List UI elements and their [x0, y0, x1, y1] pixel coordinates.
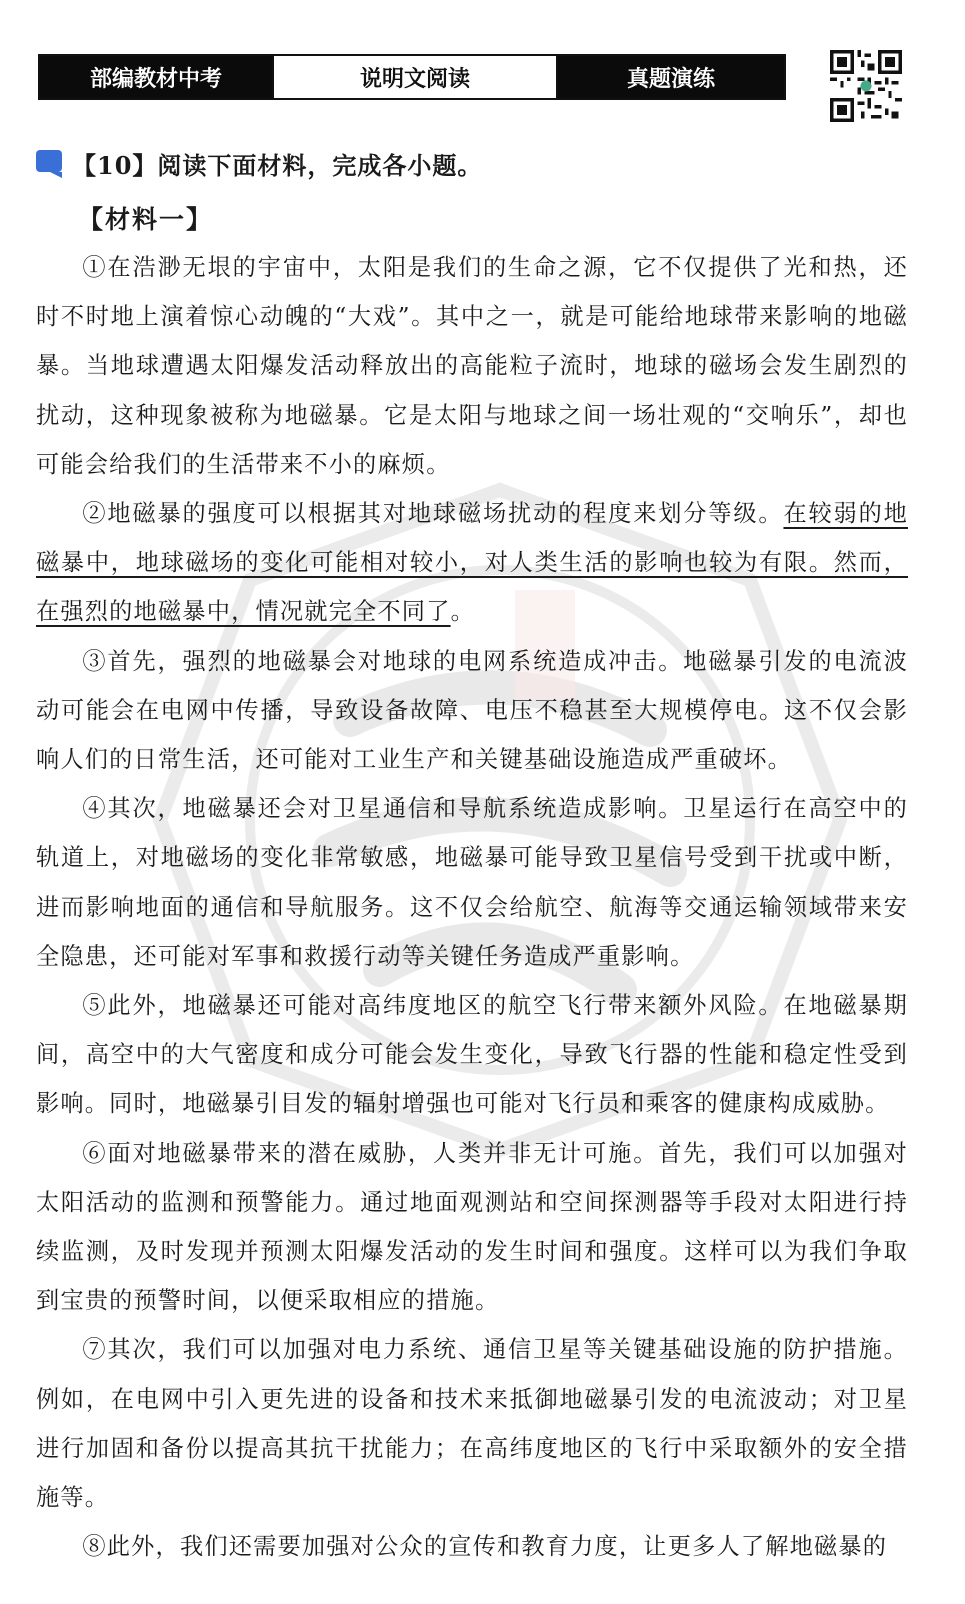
paragraph-3: ③首先，强烈的地磁暴会对地球的电网系统造成冲击。地磁暴引发的电流波动可能会在电网中传播，导致设备故障、电压不稳甚至大规模停电。这不仅会影响人们的日常生活，还可能对工业生产和关键基础设施造成严重破坏。 [36, 647, 908, 774]
header-bar [38, 54, 786, 100]
paragraph-5: ⑤此外，地磁暴还可能对高纬度地区的航空飞行带来额外风险。在地磁暴期间，高空中的大气密度和成分可能会发生变化，导致飞行器的性能和稳定性受到影响。同时，地磁暴引目发的辐射增强也可能对飞行员和乘客的健康构成威胁。 [36, 992, 908, 1118]
header-subject: 部编教材中考 [40, 56, 272, 98]
qr-code-icon [830, 50, 902, 122]
paragraph-8: ⑧此外，我们还需要加强对公众的宣传和教育力度，让更多人了解地磁暴的 [82, 1533, 888, 1561]
header-topic: 说明文阅读 [272, 56, 558, 98]
header-section: 真题演练 [558, 56, 784, 98]
paragraph-2-tail: 。 [450, 598, 475, 626]
paragraph-2-lead: ②地磁暴的强度可以根据其对地球磁场扰动的程度来划分等级。 [82, 500, 784, 528]
underlined-sentence: 在较弱的地磁暴中，地球磁场的变化可能相对较小，对人类生活的影响也较为有限。然而，在强烈的地磁暴中，情况就完全不同了 [36, 500, 908, 626]
paragraph-4: ④其次，地磁暴还会对卫星通信和导航系统造成影响。卫星运行在高空中的轨道上，对地磁场的变化非常敏感，地磁暴可能导致卫星信号受到干扰或中断，进而影响地面的通信和导航服务。这不仅会给航空、航海等交通运输领域带来安全隐患，还可能对军事和救援行动等关键任务造成严重影响。 [36, 795, 908, 970]
material-label: 【材料一】 [78, 205, 214, 234]
paragraph-1: ①在浩渺无垠的宇宙中，太阳是我们的生命之源，它不仅提供了光和热，还时不时地上演着惊心动魄的“大戏”。其中之一，就是可能给地球带来影响的地磁暴。当地球遭遇太阳爆发活动释放出的高能粒子流时，地球的磁场会发生剧烈的扰动，这种现象被称为地磁暴。它是太阳与地球之间一场壮观的“交响乐”，却也可能会给我们的生活带来不小的麻烦。 [36, 254, 908, 478]
bookmark-icon [36, 150, 66, 178]
question-title-row [36, 146, 482, 181]
paragraph-7: ⑦其次，我们可以加强对电力系统、通信卫星等关键基础设施的防护措施。例如，在电网中引入更先进的设备和技术来抵御地磁暴引发的电流波动；对卫星进行加固和备份以提高其抗干扰能力；在高纬度地区的飞行中采取额外的安全措施等。 [36, 1336, 908, 1512]
paragraph-6: ⑥面对地磁暴带来的潜在威胁，人类并非无计可施。首先，我们可以加强对太阳活动的监测和预警能力。通过地面观测站和空间探测器等手段对太阳进行持续监测，及时发现并预测太阳爆发活动的发生时间和强度。这样可以为我们争取到宝贵的预警时间，以便采取相应的措施。 [36, 1139, 908, 1315]
article-body [36, 243, 908, 1571]
question-title: 【10】阅读下面材料，完成各小题。 [72, 151, 483, 180]
paragraph-2 [36, 489, 908, 637]
